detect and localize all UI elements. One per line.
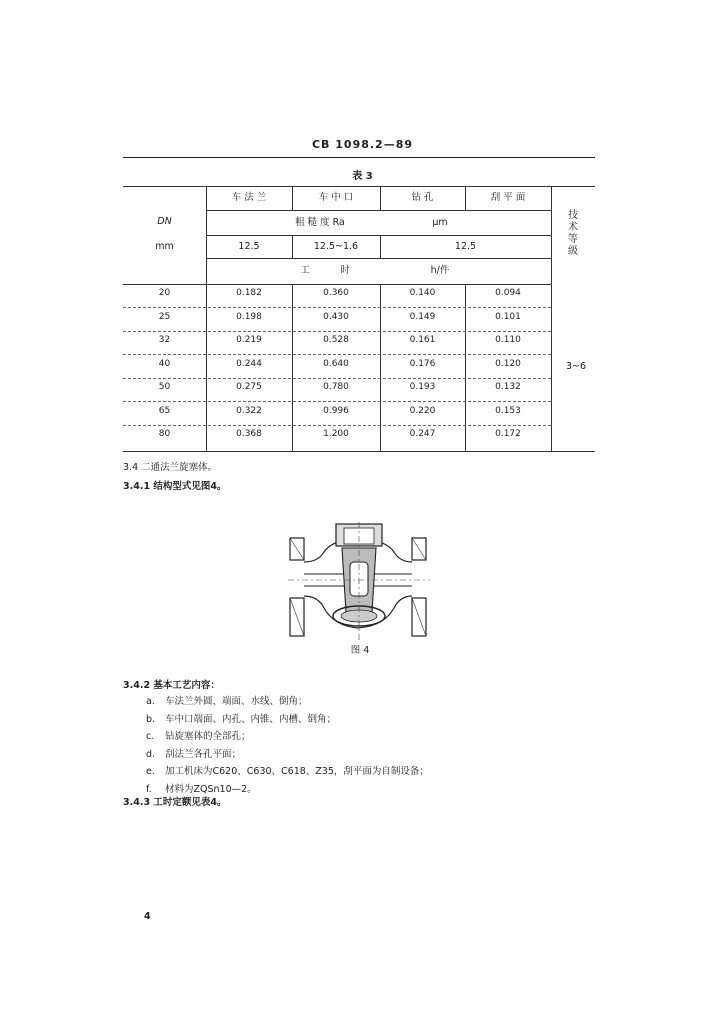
roughness-label: 粗 糙 度 Ra: [295, 217, 345, 228]
table-cell-value: 0.094: [495, 288, 521, 298]
table-3: [0, 0, 725, 460]
figure-caption: 图 4: [350, 645, 370, 656]
table-cell-value: 0.161: [409, 335, 436, 345]
table-cell-value: 0.101: [495, 311, 521, 322]
table-cell-value: 0.368: [236, 429, 262, 439]
section-3-4-2: 3.4.2 基本工艺内容：: [123, 680, 220, 691]
table-cell-value: 0.220: [409, 405, 436, 416]
row-separator: [123, 307, 551, 308]
roughness-value: 12.5: [238, 241, 260, 252]
table-cell-value: 0.430: [323, 311, 349, 322]
time-label: 工: [300, 265, 310, 276]
table-cell-value: 0.275: [236, 382, 262, 392]
page-number: 4: [144, 911, 151, 922]
time-label: 时: [340, 265, 350, 276]
table-cell-value: 0.322: [236, 405, 262, 416]
item-marker: e.: [146, 766, 155, 777]
table-cell-value: 0.153: [495, 405, 521, 416]
item-marker: a.: [146, 696, 155, 707]
item-text: 加工机床为C620、C630、C618、Z35，刮平面为自制设备；: [165, 766, 429, 777]
table-cell-value: 0.640: [323, 358, 349, 369]
row-separator: [123, 331, 551, 332]
item-marker: b.: [146, 713, 156, 725]
section-3-4: 3.4 二通法兰旋塞体。: [123, 462, 218, 473]
item-marker: f.: [146, 783, 152, 795]
table-top-rule: [123, 186, 595, 187]
table-bottom-rule: [123, 451, 595, 452]
op-header: 车 法 兰: [231, 192, 267, 203]
col-line: [551, 186, 552, 451]
table-cell-value: 0.193: [409, 382, 436, 392]
row-separator: [123, 425, 551, 426]
table-cell-value: 0.996: [323, 405, 349, 416]
table-cell-dn: 50: [158, 382, 171, 392]
tech-grade-value: 3~6: [565, 361, 587, 372]
table-cell-dn: 80: [158, 429, 171, 439]
header-line: [206, 210, 551, 211]
figure-4-drawing: [288, 522, 430, 640]
table-cell-dn: 65: [158, 405, 171, 416]
item-text: 材料为ZQSn10—2。: [165, 783, 257, 795]
op-header: 刮 平 面: [490, 192, 526, 203]
roughness-unit: μm: [432, 217, 448, 228]
dn-unit: mm: [155, 241, 174, 252]
table-cell-value: 0.244: [236, 358, 262, 369]
op-header: 钻 孔: [411, 192, 434, 203]
item-marker: c.: [146, 731, 155, 742]
op-header: 车 中 口: [318, 192, 354, 203]
header-line: [123, 284, 551, 285]
table-cell-value: 0.360: [323, 288, 349, 298]
table-cell-value: 0.780: [323, 382, 349, 392]
item-text: 车中口端面、内孔、内锥、内槽、倒角；: [165, 713, 337, 725]
table-cell-dn: 25: [158, 311, 171, 322]
table-cell-value: 0.140: [409, 288, 436, 298]
standard-code: CB 1098.2—89: [311, 138, 414, 151]
row-separator: [123, 354, 551, 355]
table-cell-value: 0.182: [236, 288, 262, 298]
header-line: [206, 258, 551, 259]
section-3-4-3: 3.4.3 工时定额见表4。: [123, 797, 227, 808]
table-cell-value: 0.198: [236, 311, 262, 322]
table-cell-value: 0.172: [495, 429, 521, 439]
table-cell-value: 0.176: [409, 358, 436, 369]
table-cell-value: 0.247: [409, 429, 436, 439]
time-unit: h/件: [430, 265, 450, 276]
item-text: 刮法兰各孔平面；: [165, 748, 242, 760]
roughness-value: 12.5~1.6: [313, 241, 359, 252]
table-cell-value: 0.149: [409, 311, 436, 322]
row-separator: [123, 401, 551, 402]
table-cell-value: 1.200: [323, 429, 349, 439]
table-cell-value: 0.110: [495, 335, 521, 345]
table-cell-dn: 32: [158, 335, 171, 345]
row-separator: [123, 378, 551, 379]
section-3-4-1: 3.4.1 结构型式见图4。: [123, 481, 227, 492]
tech-grade-label: 技 术 等 级: [568, 210, 578, 257]
item-text: 钻旋塞体的全部孔；: [165, 731, 251, 742]
table-cell-value: 0.120: [495, 358, 521, 369]
roughness-value: 12.5: [454, 241, 477, 252]
item-marker: d.: [146, 748, 156, 760]
table-cell-dn: 20: [158, 288, 171, 298]
header-line: [206, 235, 551, 236]
item-text: 车法兰外圆、端面、水线、倒角；: [165, 696, 308, 707]
table-caption: 表 3: [352, 171, 373, 182]
table-cell-value: 0.528: [323, 335, 349, 345]
table-cell-value: 0.219: [236, 335, 262, 345]
table-cell-dn: 40: [158, 358, 171, 369]
dn-label: DN: [157, 216, 172, 227]
table-cell-value: 0.132: [495, 382, 521, 392]
